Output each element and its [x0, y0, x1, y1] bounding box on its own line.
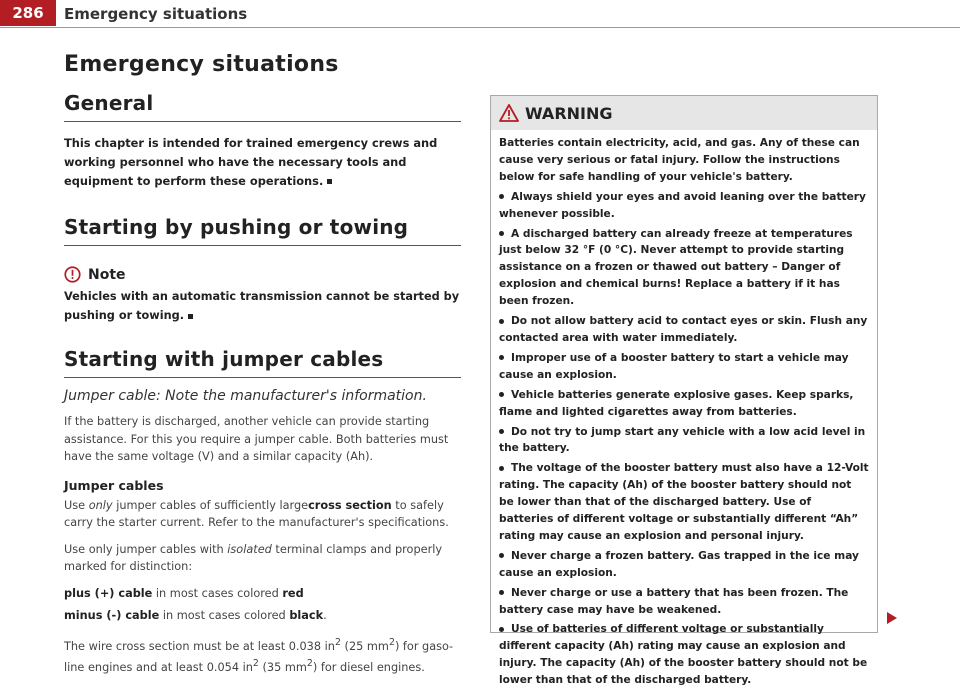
bullet-icon [499, 355, 504, 360]
section-heading-jumper: Starting with jumper cables [64, 347, 461, 378]
note-label: Note [88, 266, 126, 283]
warning-item: Vehicle batteries generate explosive gases. Keep sparks, flame and lighted cigarettes away from batteries. [499, 388, 854, 418]
wire-cross-section-paragraph: The wire cross section must be at least 0.038 $in^2$ (25 $mm^2$) for gasoline engines and at least 0.054 $in^2$ (35 $mm^2$) for diesel engines. [64, 636, 454, 674]
continue-arrow-icon [887, 612, 897, 624]
bullet-icon [499, 466, 504, 471]
jumper-paragraph-1: If the battery is discharged, another vehicle can provide starting assistance. For this you require a jumper cable. Both batteries must have the same voltage (V) and a similar capacity (Ah). [64, 415, 449, 463]
section-heading-general: General [64, 91, 461, 122]
jumper-paragraph-3: Use only jumper cables with isolated terminal clamps and properly marked for distinction: [64, 542, 443, 573]
left-column [64, 46, 461, 676]
jumper-subtitle: Jumper cable: Note the manufacturer's information. [64, 388, 427, 404]
bullet-icon [499, 429, 504, 434]
jumper-paragraph-2: Use only jumper cables of sufficiently largecross section to safely carry the starter current. Refer to the manufacturer's specifications. [64, 498, 449, 529]
warning-item: A discharged battery can already freeze at temperatures just below 32 °F (0 °C). Never attempt to provide starting assistance on a frozen or thawed out battery – Danger of explosion and chemical burns! Replace a battery if it has been frozen. [499, 227, 853, 308]
general-intro: This chapter is intended for trained emergency crews and working personnel who have the necessary tools and equipment to perform these operations. [64, 136, 438, 188]
bullet-icon [499, 231, 504, 236]
warning-body [491, 130, 877, 689]
bullet-icon [499, 392, 504, 397]
bullet-icon [499, 553, 504, 558]
bullet-icon [499, 590, 504, 595]
section-heading-push-tow: Starting by pushing or towing [64, 215, 461, 246]
running-head: Emergency situations [64, 5, 248, 23]
warning-item: Use of batteries of different voltage or substantially different capacity (Ah) rating may cause an explosion and injury. The capacity (Ah) of the booster battery should not be lower than that of the discharged battery. [499, 623, 868, 687]
end-mark-icon [327, 179, 332, 184]
warning-item: Do not allow battery acid to contact eyes or skin. Flush any contacted area with water immediately. [499, 315, 868, 344]
note-header [64, 266, 461, 283]
note-text: Vehicles with an automatic transmission cannot be started by pushing or towing. [64, 290, 460, 322]
warning-item: Never charge a frozen battery. Gas trapped in the ice may cause an explosion. [499, 549, 859, 579]
page-number: 286 [0, 0, 56, 26]
bullet-icon [499, 319, 504, 324]
minus-cable-line: minus (-) cable in most cases colored black. [64, 609, 327, 622]
header-rule [0, 27, 960, 28]
note-info-icon [64, 266, 81, 283]
warning-triangle-icon [499, 104, 519, 122]
warning-title: WARNING [525, 103, 613, 123]
warning-item: The voltage of the booster battery must also have a 12-Volt rating. The capacity (Ah) of the booster battery should not be lower than that of the discharged battery. Use of batteries of different voltage or substantially different “Ah” rating may cause an explosion and personal injury. [499, 462, 869, 542]
bullet-icon [499, 627, 504, 632]
warning-item: Improper use of a booster battery to start a vehicle may cause an explosion. [499, 351, 849, 381]
warning-item: Do not try to jump start any vehicle with a low acid level in the battery. [499, 425, 866, 455]
warning-box [490, 95, 878, 687]
warning-intro: Batteries contain electricity, acid, and gas. Any of these can cause very serious or fatal injury. Follow the instructions below for safe handling of your vehicle's battery. [499, 137, 860, 183]
warning-header [491, 96, 877, 130]
plus-cable-line: plus (+) cable in most cases colored red [64, 586, 304, 600]
jumper-cables-heading: Jumper cables [64, 477, 164, 493]
bullet-icon [499, 194, 504, 199]
end-mark-icon [188, 314, 193, 319]
page-title: Emergency situations [64, 52, 339, 77]
warning-item: Always shield your eyes and avoid leaning over the battery whenever possible. [499, 190, 866, 220]
warning-item: Never charge or use a battery that has been frozen. The battery case may have be weakened. [499, 586, 849, 616]
